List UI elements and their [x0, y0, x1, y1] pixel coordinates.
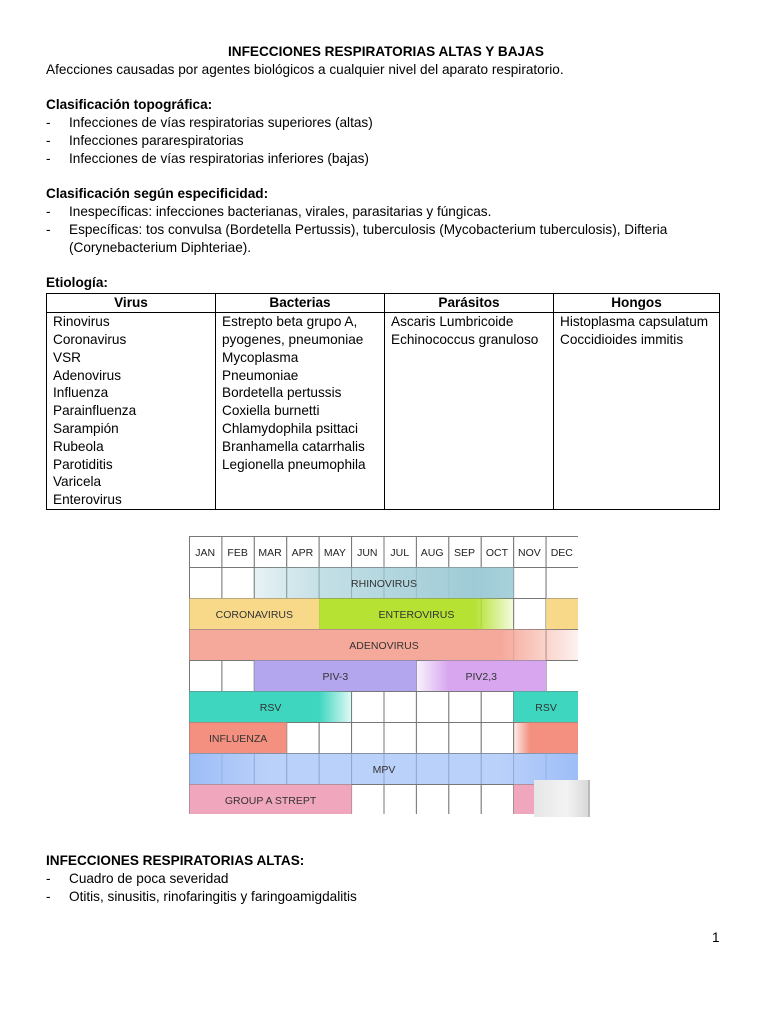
altas-heading: INFECCIONES RESPIRATORIAS ALTAS:: [46, 853, 305, 868]
column-header-parasitos: Parásitos: [385, 294, 554, 313]
scan-smudge: [534, 780, 590, 817]
empty-month-cell: [190, 661, 222, 692]
etiologia-table: [46, 293, 720, 510]
empty-month-cell: [384, 785, 416, 815]
column-header-hongos: Hongos: [554, 294, 720, 313]
month-label: NOV: [517, 547, 541, 559]
etiologia-heading: Etiología:: [46, 275, 108, 291]
month-label: AUG: [420, 547, 444, 559]
column-header-virus: Virus: [47, 294, 216, 313]
list-item: - Inespecíficas: infecciones bacterianas, virales, parasitarias y fúngicas.: [46, 204, 492, 220]
empty-month-cell: [449, 723, 481, 754]
empty-month-cell: [514, 568, 546, 599]
empty-month-cell: [546, 568, 578, 599]
season-bar: [546, 599, 578, 630]
empty-month-cell: [481, 692, 513, 723]
empty-month-cell: [416, 785, 448, 815]
cell-entry: Sarampión: [53, 420, 119, 436]
season-bar-label: MPV: [372, 764, 396, 776]
cell-entry: Rinovirus: [53, 314, 110, 330]
season-bar-label: INFLUENZA: [208, 733, 268, 745]
cell-entry: Varicela: [53, 474, 102, 490]
cell-entry: Ascaris Lumbricoide: [391, 314, 514, 330]
cell-entry: Estrepto beta grupo A,: [222, 314, 358, 330]
empty-month-cell: [384, 692, 416, 723]
intro-paragraph: Afecciones causadas por agentes biológicos a cualquier nivel del aparato respiratorio.: [46, 61, 564, 77]
month-label: JAN: [195, 547, 216, 559]
empty-month-cell: [546, 661, 578, 692]
season-bar-label: PIV-3: [322, 671, 349, 683]
cell-entry: Rubeola: [53, 438, 104, 454]
hongos-cell: [554, 313, 720, 510]
topografica-heading: Clasificación topográfica:: [46, 97, 213, 113]
month-label: MAY: [323, 547, 346, 559]
season-bar-label: GROUP A STREPT: [224, 795, 317, 807]
empty-month-cell: [514, 599, 546, 630]
list-item: - Cuadro de poca severidad: [46, 870, 229, 886]
cell-entry: Influenza: [53, 385, 109, 401]
virus-cell: [47, 313, 216, 510]
empty-month-cell: [481, 785, 513, 815]
column-header-bacterias: Bacterias: [216, 294, 385, 313]
list-item: - Infecciones de vías respiratorias inferiores (bajas): [46, 150, 369, 166]
cell-entry: Mycoplasma: [222, 349, 299, 365]
month-label: APR: [291, 547, 314, 559]
list-item: - Otitis, sinusitis, rinofaringitis y faringoamigdalitis: [46, 888, 357, 904]
cell-entry: Coxiella burnetti: [222, 403, 320, 419]
season-bar-label: ENTEROVIRUS: [378, 609, 455, 621]
empty-month-cell: [352, 723, 384, 754]
cell-entry: Coccidioides immitis: [560, 331, 684, 347]
cell-entry: Parainfluenza: [53, 403, 137, 419]
cell-entry: Legionella pneumophila: [222, 456, 366, 472]
cell-entry: Histoplasma capsulatum: [560, 314, 709, 330]
cell-entry: Pneumoniae: [222, 367, 299, 383]
season-bar: [514, 723, 578, 754]
altas-section: [46, 852, 726, 905]
bacterias-cell: [216, 313, 385, 510]
season-bar-label: CORONAVIRUS: [215, 609, 294, 621]
empty-month-cell: [449, 785, 481, 815]
empty-month-cell: [384, 723, 416, 754]
cell-entry: pyogenes, pneumoniae: [222, 331, 364, 347]
season-bar-label: PIV2,3: [465, 671, 498, 683]
empty-month-cell: [352, 692, 384, 723]
document-body: [46, 43, 726, 510]
cell-entry: VSR: [53, 349, 81, 365]
list-item: - Infecciones de vías respiratorias superiores (altas): [46, 115, 373, 131]
cell-entry: Echinococcus granuloso: [391, 331, 539, 347]
cell-entry: Enterovirus: [53, 492, 122, 508]
season-bar-label: RSV: [259, 702, 282, 714]
month-label: DEC: [550, 547, 573, 559]
document-title: INFECCIONES RESPIRATORIAS ALTAS Y BAJAS: [228, 44, 544, 59]
cell-entry: Branhamella catarrhalis: [222, 438, 365, 454]
empty-month-cell: [481, 723, 513, 754]
empty-month-cell: [416, 723, 448, 754]
cell-entry: Bordetella pertussis: [222, 385, 342, 401]
empty-month-cell: [287, 723, 319, 754]
cell-entry: Parotiditis: [53, 456, 113, 472]
empty-month-cell: [352, 785, 384, 815]
empty-month-cell: [190, 568, 222, 599]
parasitos-cell: [385, 313, 554, 510]
table-row: [47, 313, 720, 510]
cell-entry: Adenovirus: [53, 367, 122, 383]
empty-month-cell: [449, 692, 481, 723]
list-item: - Infecciones pararespiratorias: [46, 132, 244, 148]
month-label: MAR: [258, 547, 282, 559]
season-bar-label: ADENOVIRUS: [349, 640, 419, 652]
month-label: JUN: [357, 547, 378, 559]
seasonality-chart: [189, 536, 578, 814]
month-label: SEP: [454, 547, 476, 559]
month-label: FEB: [227, 547, 248, 559]
list-item: - Específicas: tos convulsa (Bordetella Pertussis), tuberculosis (Mycobacterium tuberculosis), Difteria (Corynebacterium Diphteriae).: [46, 221, 668, 255]
empty-month-cell: [319, 723, 351, 754]
cell-entry: Coronavirus: [53, 331, 127, 347]
empty-month-cell: [222, 568, 254, 599]
page-number: 1: [712, 930, 720, 945]
season-bar-label: RSV: [535, 702, 557, 714]
month-label: JUL: [390, 547, 410, 559]
month-label: OCT: [485, 547, 509, 559]
empty-month-cell: [416, 692, 448, 723]
especificidad-heading: Clasificación según especificidad:: [46, 186, 269, 202]
cell-entry: Chlamydophila psittaci: [222, 420, 359, 436]
season-bar-label: RHINOVIRUS: [351, 578, 417, 590]
empty-month-cell: [222, 661, 254, 692]
